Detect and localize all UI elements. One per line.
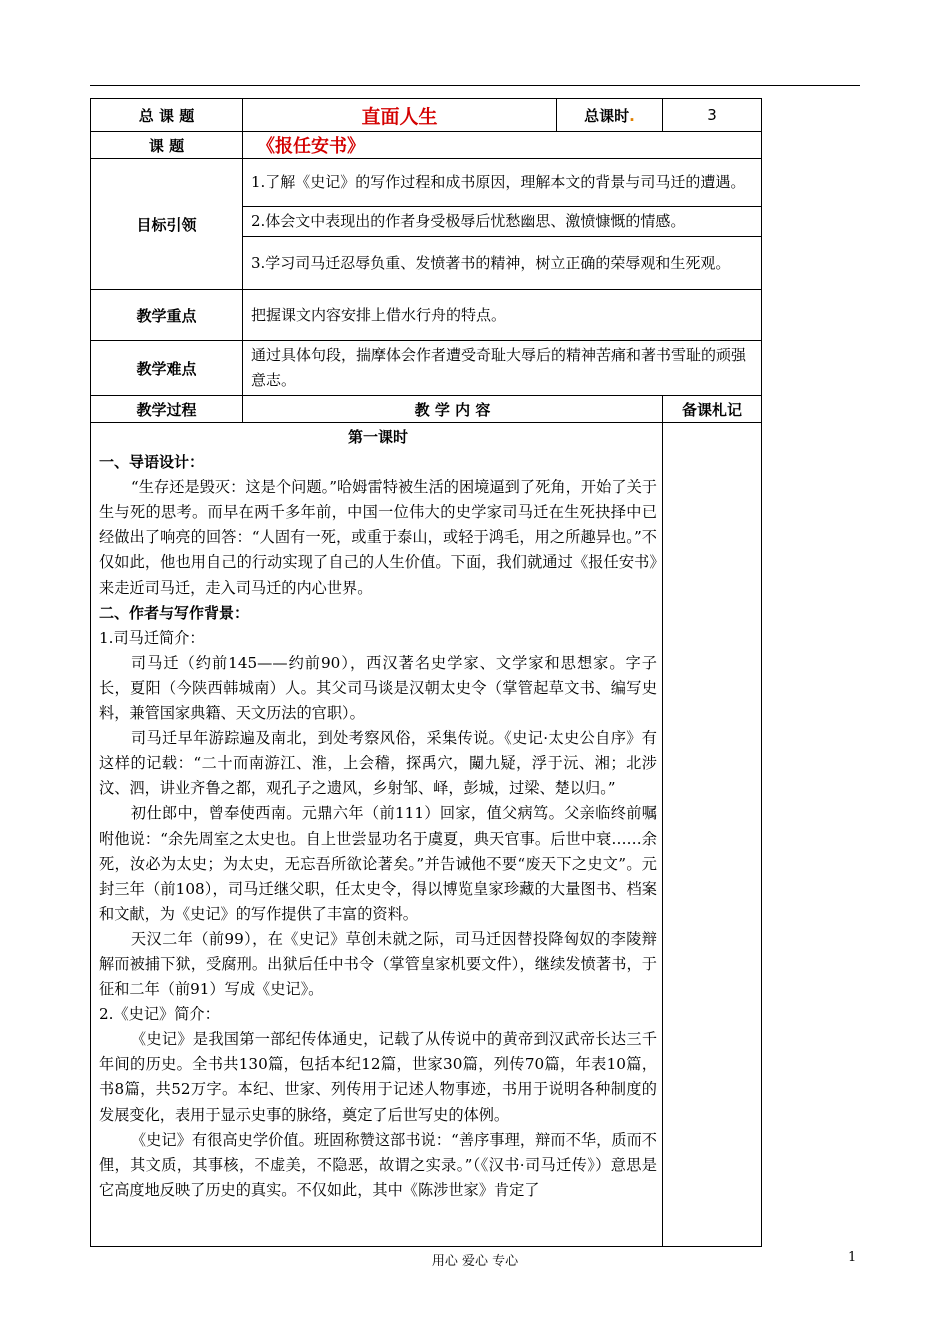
difficulties-text: 通过具体句段，揣摩体会作者遭受奇耻大辱后的精神苦痛和著书雪耻的顽强意志。 (243, 341, 762, 396)
goals-row (91, 159, 762, 207)
notes-header-label: 备课札记 (663, 396, 762, 423)
paragraph: 司马迁早年游踪遍及南北，到处考察风俗，采集传说。《史记·太史公自序》有这样的记载：“二十而南游江、淮，上会稽，探禹穴，闚九疑，浮于沅、湘；北涉汶、泗，讲业齐鲁之都，观孔子之遗风，乡射邹、峄，彭城，过梁、楚以归。” (99, 729, 657, 798)
content-header-label: 教 学 内 容 (243, 396, 663, 423)
lesson-plan-table (90, 98, 762, 1247)
subsection-heading: 2.《史记》简介： (99, 1005, 220, 1024)
paragraph: 《史记》有很高史学价值。班固称赞这部书说：“善序事理，辩而不华，质而不俚，其文质，其事核，不虚美，不隐恶，故谓之实录。”（《汉书·司马迁传》）意思是它高度地反映了历史的真实。不仅如此，其中《陈涉世家》肯定了 (99, 1130, 657, 1199)
content-row (91, 423, 762, 1247)
page-number: 1 (848, 1250, 857, 1265)
difficulties-label: 教学难点 (91, 341, 243, 396)
section-heading: 一、导语设计： (99, 453, 205, 472)
process-header-row (91, 396, 762, 423)
total-hours-label: 总课时. (557, 99, 663, 132)
lesson-row (91, 132, 762, 159)
goal-item: 1.了解《史记》的写作过程和成书原因，理解本文的背景与司马迁的遭遇。 (243, 159, 762, 207)
notes-column (663, 423, 762, 1247)
marker-dot: . (629, 106, 635, 125)
total-topic-value: 直面人生 (243, 99, 557, 132)
paragraph: 天汉二年（前99），在《史记》草创未就之际，司马迁因替投降匈奴的李陵辩解而被捕下狱，受腐刑。出狱后任中书令（掌管皇家机要文件），继续发愤著书，于征和二年（前91）写成《史记》。 (99, 929, 657, 999)
paragraph: “生存还是毁灭：这是个问题。”哈姆雷特被生活的困境逼到了死角，开始了关于生与死的思考。而早在两千多年前，中国一位伟大的史学家司马迁在生死抉择中已经做出了响亮的回答：“人固有一死，或重于泰山，或轻于鸿毛，用之所趣异也。”不仅如此，他也用自己的行动实现了自己的人生价值。下面，我们就通过《报任安书》来走近司马迁，走入司马迁的内心世界。 (99, 478, 657, 597)
header-rule (90, 85, 860, 86)
total-topic-label: 总 课 题 (91, 99, 243, 132)
difficulties-row (91, 341, 762, 396)
session-title: 第一课时 (347, 428, 408, 446)
key-points-label: 教学重点 (91, 290, 243, 341)
paragraph: 司马迁（约前145——约前90），西汉著名史学家、文学家和思想家。字子长，夏阳（今陕西韩城南）人。其父司马谈是汉朝太史令（掌管起草文书、编写史料，兼管国家典籍、天文历法的官职）。 (99, 653, 657, 723)
teaching-content (91, 423, 663, 1247)
goal-item: 2.体会文中表现出的作者身受极辱后忧愁幽思、激愤慷慨的情感。 (243, 207, 762, 237)
goals-label: 目标引领 (91, 159, 243, 290)
goal-item: 3.学习司马迁忍辱负重、发愤著书的精神，树立正确的荣辱观和生死观。 (243, 237, 762, 290)
paragraph: 《史记》是我国第一部纪传体通史，记载了从传说中的黄帝到汉武帝长达三千年间的历史。全书共130篇，包括本纪12篇，世家30篇，列传70篇，年表10篇，书8篇，共52万字。本纪、世家、列传用于记述人物事迹，书用于说明各种制度的发展变化，表用于显示史事的脉络，奠定了后世写史的体例。 (99, 1030, 657, 1124)
process-header-label: 教学过程 (91, 396, 243, 423)
key-points-text: 把握课文内容安排上借水行舟的特点。 (243, 290, 762, 341)
total-hours-value: 3 (663, 99, 762, 132)
total-topic-row (91, 99, 762, 132)
footer-motto: 用心 爱心 专心 (431, 1254, 519, 1269)
section-heading: 二、作者与写作背景： (99, 603, 250, 622)
key-points-row (91, 290, 762, 341)
paragraph: 初仕郎中，曾奉使西南。元鼎六年（前111）回家，值父病笃。父亲临终前嘱咐他说：“余先周室之太史也。自上世尝显功名于虞夏，典天官事。后世中衰……余死，汝必为太史；为太史，无忘吾所欲论著矣。”并告诫他不要“废天下之史文”。元封三年（前108），司马迁继父职，任太史令，得以博览皇家珍藏的大量图书、档案和文献，为《史记》的写作提供了丰富的资料。 (99, 804, 657, 923)
lesson-label: 课 题 (91, 132, 243, 159)
subsection-heading: 1.司马迁简介： (99, 628, 205, 647)
lesson-title: 《报任安书》 (243, 132, 762, 159)
